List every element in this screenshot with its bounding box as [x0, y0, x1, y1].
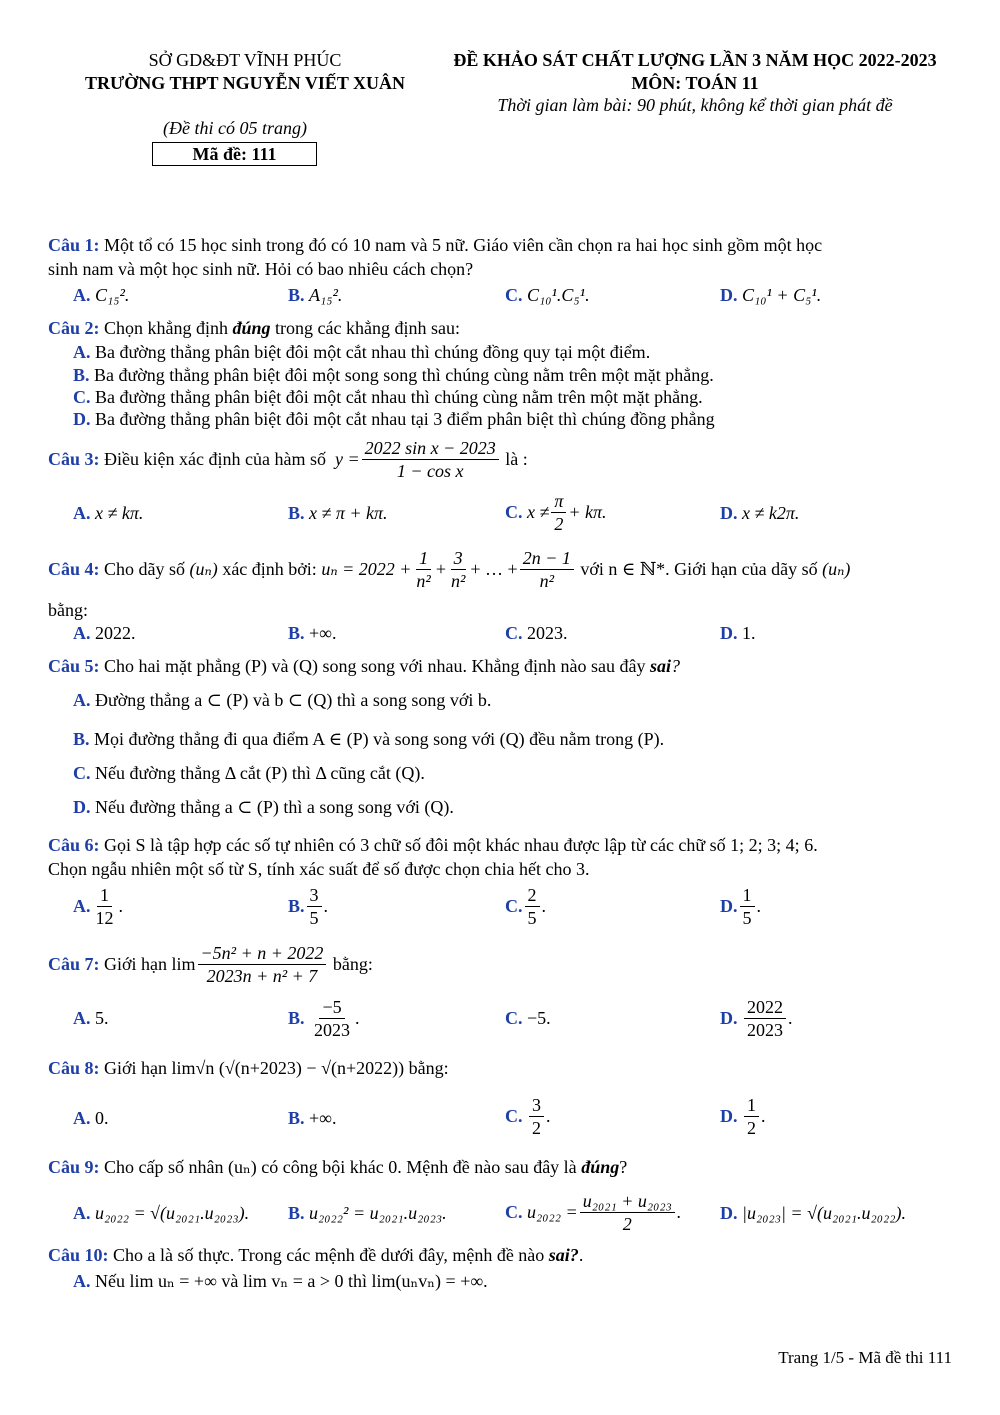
q2-a-text: Ba đường thẳng phân biệt đôi một cắt nhau thì chúng đồng quy tại một điểm.	[95, 342, 651, 362]
q6-line2: Chọn ngẫu nhiên một số từ S, tính xác suất để số được chọn chia hết cho 3.	[48, 859, 590, 879]
q9-option-d[interactable]: D. |u₂₀₂₃| = √(u₂₀₂₁.u₂₀₂₂).	[720, 1203, 907, 1223]
q2-stem	[48, 318, 460, 339]
q6-option-c[interactable]: C. $\frac{2}{5}$ .	[505, 885, 546, 928]
q2-option-d[interactable]: D. Ba đường thẳng phân biệt đôi một cắt nhau tại 3 điểm phân biệt thì chúng đồng phẳng	[73, 409, 715, 429]
q5-option-d[interactable]: D. Nếu đường thẳng a ⊂ (P) thì a song song với (Q).	[73, 797, 454, 817]
q2-text-a: Chọn khẳng định	[104, 318, 229, 338]
q1-option-b[interactable]: B. A₁₅².	[288, 285, 343, 305]
pages-note: (Đề thi có 05 trang)	[163, 118, 307, 138]
q1-line2: sinh nam và một học sinh nữ. Hỏi có bao nhiêu cách chọn?	[48, 259, 474, 279]
q4-option-b[interactable]: B. +∞.	[288, 623, 337, 643]
q1-label: Câu 1:	[48, 235, 100, 255]
q8-option-d[interactable]: D. $\frac{1}{2}$ .	[720, 1095, 766, 1138]
q7-option-c[interactable]: C. −5.	[505, 1008, 551, 1028]
q7-stem: Câu 7: Giới hạn lim $\frac{\text{−5n² + n + 2022}}{\text{2023n + n² + 7}}$ bằng:	[48, 943, 373, 986]
q9-option-a[interactable]: A. u₂₀₂₂ = √(u₂₀₂₁.u₂₀₂₃).	[73, 1203, 250, 1223]
dept-name: SỞ GD&ĐT VĨNH PHÚC	[148, 50, 342, 70]
q10-label: Câu 10:	[48, 1245, 109, 1265]
q2-text-b: trong các khẳng định sau:	[275, 318, 460, 338]
exam-title: ĐỀ KHẢO SÁT CHẤT LƯỢNG LẦN 3 NĂM HỌC 2022-2023	[453, 50, 937, 70]
q9-stem: Câu 9: Cho cấp số nhân (uₙ) có công bội khác 0. Mệnh đề nào sau đây là đúng?	[48, 1157, 628, 1177]
q3-function-fraction: $\frac{\text{2022 sin x − 2023}}{\text{1 − cos x}}$	[362, 437, 499, 482]
q1-d-text: C₁₀¹ + C₅¹.	[742, 285, 822, 305]
q4-option-c[interactable]: C. 2023.	[505, 623, 568, 643]
q1-a-text: C₁₅².	[95, 285, 130, 305]
q7-option-a[interactable]: A. 5.	[73, 1008, 109, 1028]
q2-label: Câu 2:	[48, 318, 100, 338]
q3-option-d[interactable]: D. x ≠ k2π.	[720, 503, 800, 523]
q1-option-d[interactable]: D. C₁₀¹ + C₅¹.	[720, 285, 822, 305]
q2-option-b[interactable]: B. Ba đường thẳng phân biệt đôi một song song thì chúng cùng nằm trên một mặt phẳng.	[73, 365, 714, 385]
page-footer: Trang 1/5 - Mã đề thi 111	[778, 1348, 952, 1367]
q2-b-text: Ba đường thẳng phân biệt đôi một song song thì chúng cùng nằm trên một mặt phẳng.	[94, 365, 714, 385]
q6-line1: Câu 6: Gọi S là tập hợp các số tự nhiên có 3 chữ số đôi một khác nhau được lập từ các chữ số 1; 2; 3; 4; 6.	[48, 835, 818, 855]
q8-option-a[interactable]: A. 0.	[73, 1108, 109, 1128]
q7-label: Câu 7:	[48, 954, 100, 974]
q4-tail: bằng:	[48, 600, 88, 620]
q9-option-b[interactable]: B. u₂₀₂₂² = u₂₀₂₁.u₂₀₂₃.	[288, 1203, 447, 1223]
q5-option-b[interactable]: B. Mọi đường thẳng đi qua điểm A ∈ (P) và song song với (Q) đều nằm trong (P).	[73, 729, 665, 749]
q6-option-d[interactable]: D. $\frac{1}{5}$ .	[720, 885, 761, 928]
q3-option-a[interactable]: A. x ≠ kπ.	[73, 503, 144, 523]
q2-option-a[interactable]: A. Ba đường thẳng phân biệt đôi một cắt nhau thì chúng đồng quy tại một điểm.	[73, 342, 651, 362]
q3-option-b[interactable]: B. x ≠ π + kπ.	[288, 503, 388, 523]
q3-tail: là :	[505, 449, 528, 469]
q5-option-c[interactable]: C. Nếu đường thẳng Δ cắt (P) thì Δ cũng cắt (Q).	[73, 763, 425, 783]
q2-d-text: Ba đường thẳng phân biệt đôi một cắt nhau tại 3 điểm phân biệt thì chúng đồng phẳng	[95, 409, 715, 429]
q4-option-a[interactable]: A. 2022.	[73, 623, 136, 643]
school-name: TRƯỜNG THPT NGUYỄN VIẾT XUÂN	[84, 73, 406, 93]
q1-option-a[interactable]: A. C₁₅².	[73, 285, 130, 305]
q2-emph: đúng	[232, 318, 271, 338]
q6-label: Câu 6:	[48, 835, 100, 855]
q10-stem: Câu 10: Cho a là số thực. Trong các mệnh đề dưới đây, mệnh đề nào sai?.	[48, 1245, 584, 1265]
q5-option-a[interactable]: A. Đường thẳng a ⊂ (P) và b ⊂ (Q) thì a song song với b.	[73, 690, 492, 710]
exam-code-box: Mã đề: 111	[152, 142, 317, 166]
q3-text: Điều kiện xác định của hàm số	[104, 449, 326, 469]
q3-label: Câu 3:	[48, 449, 100, 469]
q6-option-b[interactable]: B. $\frac{3}{5}$ .	[288, 885, 329, 928]
q4-stem: Câu 4: Cho dãy số (uₙ) xác định bởi: uₙ = 2022 + $\frac{1}{\text{n²}}$ + $\frac{3}{\text{n²}}$ + … + $\frac{2n - 1}{\text{n²}}$ với n ∈ ℕ*. Giới hạn của dãy số (uₙ)	[48, 548, 851, 591]
q4-label: Câu 4:	[48, 559, 100, 579]
q5-label: Câu 5:	[48, 656, 100, 676]
q1-line1	[48, 235, 822, 256]
q9-label: Câu 9:	[48, 1157, 100, 1177]
q8-stem: Câu 8: Giới hạn lim√n (√(n+2023) − √(n+2022)) bằng:	[48, 1058, 449, 1078]
q8-label: Câu 8:	[48, 1058, 100, 1078]
q2-c-text: Ba đường thẳng phân biệt đôi một cắt nhau thì chúng cùng nằm trên một mặt phẳng.	[95, 387, 703, 407]
q10-option-a[interactable]: A. Nếu lim uₙ = +∞ và lim vₙ = a > 0 thì lim(uₙvₙ) = +∞.	[73, 1271, 488, 1291]
q2-option-c[interactable]: C. Ba đường thẳng phân biệt đôi một cắt nhau thì chúng cùng nằm trên một mặt phẳng.	[73, 387, 703, 407]
q8-option-c[interactable]: C. $\frac{3}{2}$ .	[505, 1095, 551, 1138]
q3-option-c[interactable]: C. x ≠ $\frac{\pi}{2}$ + kπ.	[505, 491, 607, 534]
subject: MÔN: TOÁN 11	[631, 73, 759, 93]
q1-option-c[interactable]: C. C₁₀¹.C₅¹.	[505, 285, 590, 305]
q7-option-b[interactable]: B. $\frac{-5}{2023}$ .	[288, 997, 360, 1040]
q7-option-d[interactable]: D. $\frac{2022}{2023}$ .	[720, 997, 793, 1040]
q1-text1: Một tổ có 15 học sinh trong đó có 10 nam và 5 nữ. Giáo viên cần chọn ra hai học sinh gồm một học	[104, 235, 823, 255]
q1-c-text: C₁₀¹.C₅¹.	[527, 285, 590, 305]
q6-option-a[interactable]: A. $\frac{1}{12}$ .	[73, 885, 123, 928]
q1-b-text: A₁₅².	[309, 285, 343, 305]
q3-stem: Câu 3: Điều kiện xác định của hàm số y = $\frac{\text{2022 sin x − 2023}}{\text{1 − cos x}}$ là :	[48, 438, 528, 481]
q8-option-b[interactable]: B. +∞.	[288, 1108, 337, 1128]
q9-option-c[interactable]: C. u₂₀₂₂ = $\frac{\text{u₂₀₂₁ + u₂₀₂₃}}{2}$ .	[505, 1191, 682, 1234]
time-note: Thời gian làm bài: 90 phút, không kể thời gian phát đề	[497, 95, 893, 115]
q4-option-d[interactable]: D. 1.	[720, 623, 756, 643]
q5-stem: Câu 5: Cho hai mặt phẳng (P) và (Q) song song với nhau. Khẳng định nào sau đây sai?	[48, 656, 680, 676]
